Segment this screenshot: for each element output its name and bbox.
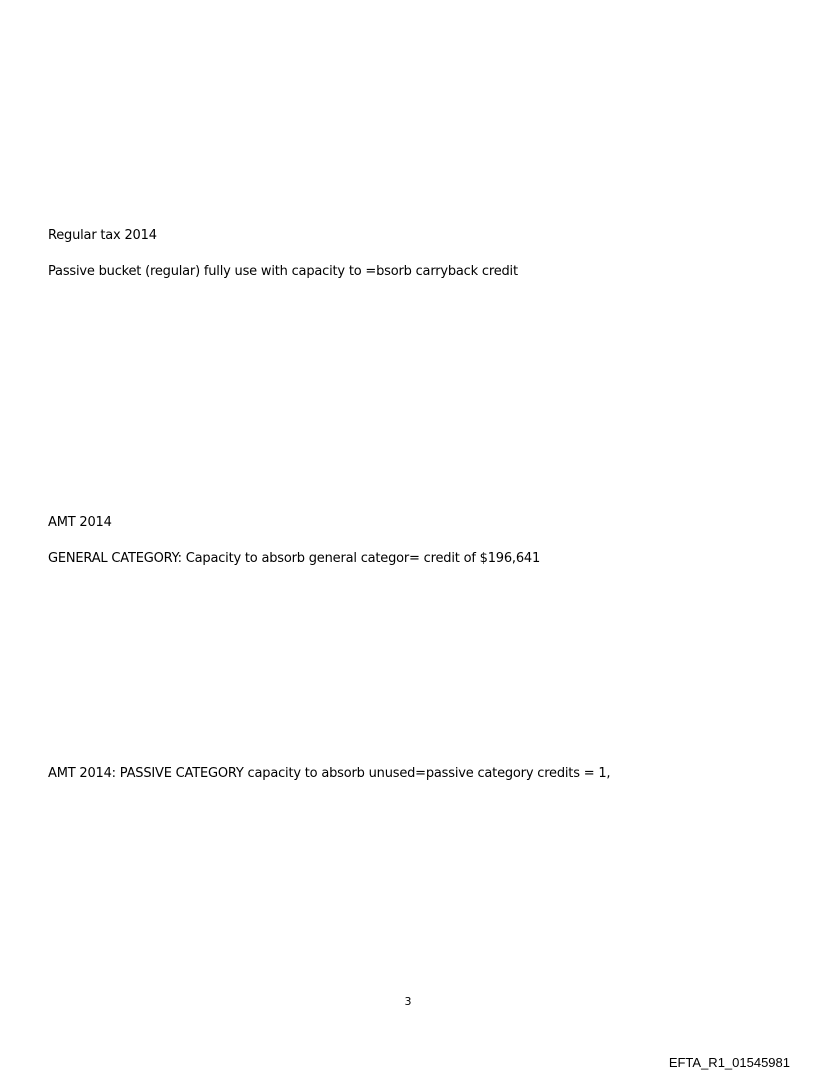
document-id: EFTA_R1_01545981: [668, 1055, 790, 1070]
amt-passive-category-note: AMT 2014: PASSIVE CATEGORY capacity to absorb unused=passive category credits = 1,: [48, 766, 611, 781]
heading-amt-2014: AMT 2014: [48, 515, 112, 530]
passive-bucket-note: Passive bucket (regular) fully use with capacity to =bsorb carryback credit: [48, 264, 518, 279]
page-number: 3: [404, 995, 412, 1008]
heading-regular-tax-2014: Regular tax 2014: [48, 228, 157, 243]
general-category-note: GENERAL CATEGORY: Capacity to absorb general categor= credit of $196,641: [48, 551, 541, 566]
